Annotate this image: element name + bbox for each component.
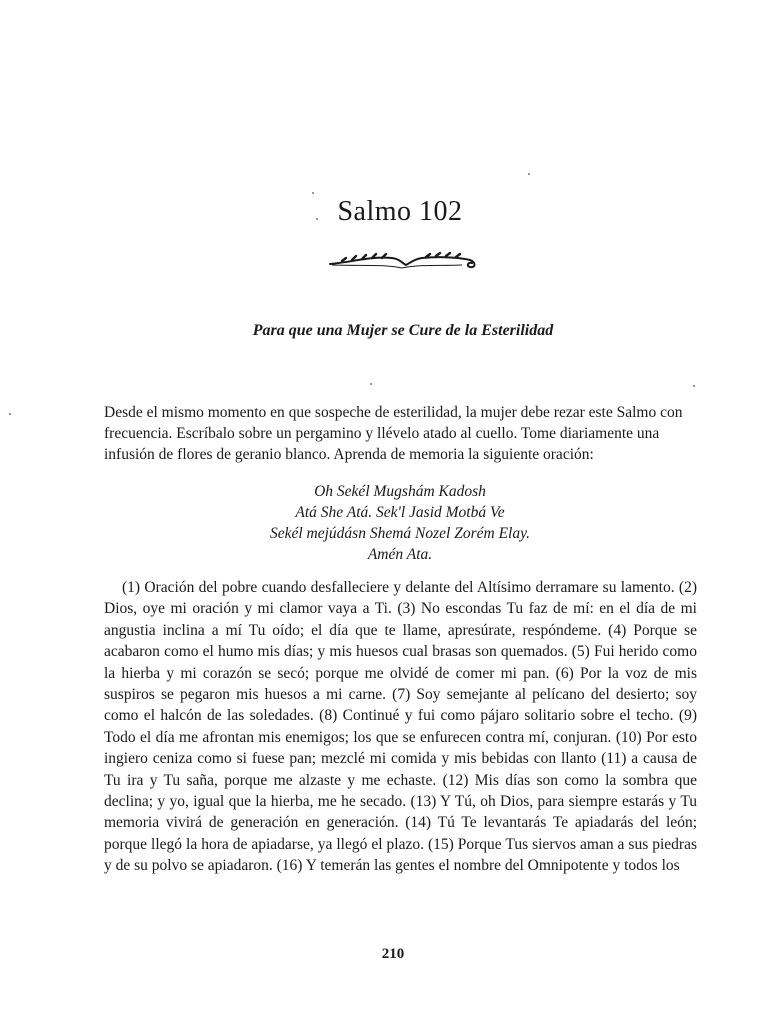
psalm-text: (1) Oración del pobre cuando desfalleciere y delante del Altísimo derramare su lamento. (2) Dios, oye mi oración y mi clamor vaya a Ti. (3) No escondas Tu faz de mí: en el día de mi angustia inclina a mí Tu oído; el día que te llame, apresúrate, respóndeme. (4) Porque se acabaron como el humo mis días; y mis huesos cual brasas son quemados. (5) Fui herido como la hierba y mi corazón se secó; porque me olvidé de comer mi pan. (6) Por la voz de mis suspiros se pegaron mis huesos a mi carne. (7) Soy semejante al pelícano del desierto; soy como el halcón de las soledades. (8) Continué y fui como pájaro solitario sobre el techo. (9) Todo el día me afrontan mis enemigos; los que se enfurecen contra mí, conjuran. (10) Por esto ingiero ceniza como si fuese pan; mezclé mi comida y mis bebidas con llanto (11) a causa de Tu ira y Tu saña, porque me alzaste y me echaste. (12) Mis días son como la sombra que declina; y yo, igual que la hierba, me he secado. (13) Y Tú, oh Dios, para siempre estarás y Tu memoria vivirá de generación en generación. (14) Tú Te levantarás Te apiadarás del león; porque llegó la hora de apiadarse, ya llegó el plazo. (15) Porque Tus siervos aman a sus piedras y de su polvo se apiadaron. (16) Y temerán las gentes el nombre del Omnipotente y todos los — [104, 579, 697, 875]
page-number: 210 — [381, 946, 405, 962]
scan-speck — [693, 385, 695, 387]
page-title: Salmo 102 — [337, 196, 463, 227]
scan-speck — [316, 218, 318, 220]
decorative-flourish — [322, 244, 482, 274]
scan-speck — [528, 173, 530, 175]
page-subtitle: Para que una Mujer se Cure de la Esterilidad — [252, 322, 554, 339]
scan-speck — [370, 383, 372, 385]
prayer-block — [0, 481, 768, 565]
scan-speck — [9, 413, 11, 415]
intro-paragraph: Desde el mismo momento en que sospeche de esterilidad, la mujer debe rezar este Salmo con frecuencia. Escríbalo sobre un pergamino y llévelo atado al cuello. Tome diariamente una infusión de flores de geranio blanco. Aprenda de memoria la siguiente oración: — [104, 404, 683, 463]
prayer-line: Oh Sekél Mugshám Kadosh — [314, 483, 486, 500]
prayer-line: Atá She Atá. Sek'l Jasid Motbá Ve — [295, 504, 505, 521]
scan-speck — [312, 192, 314, 194]
prayer-line: Sekél mejúdásn Shemá Nozel Zorém Elay. — [269, 525, 530, 542]
prayer-line: Amén Ata. — [367, 546, 433, 563]
